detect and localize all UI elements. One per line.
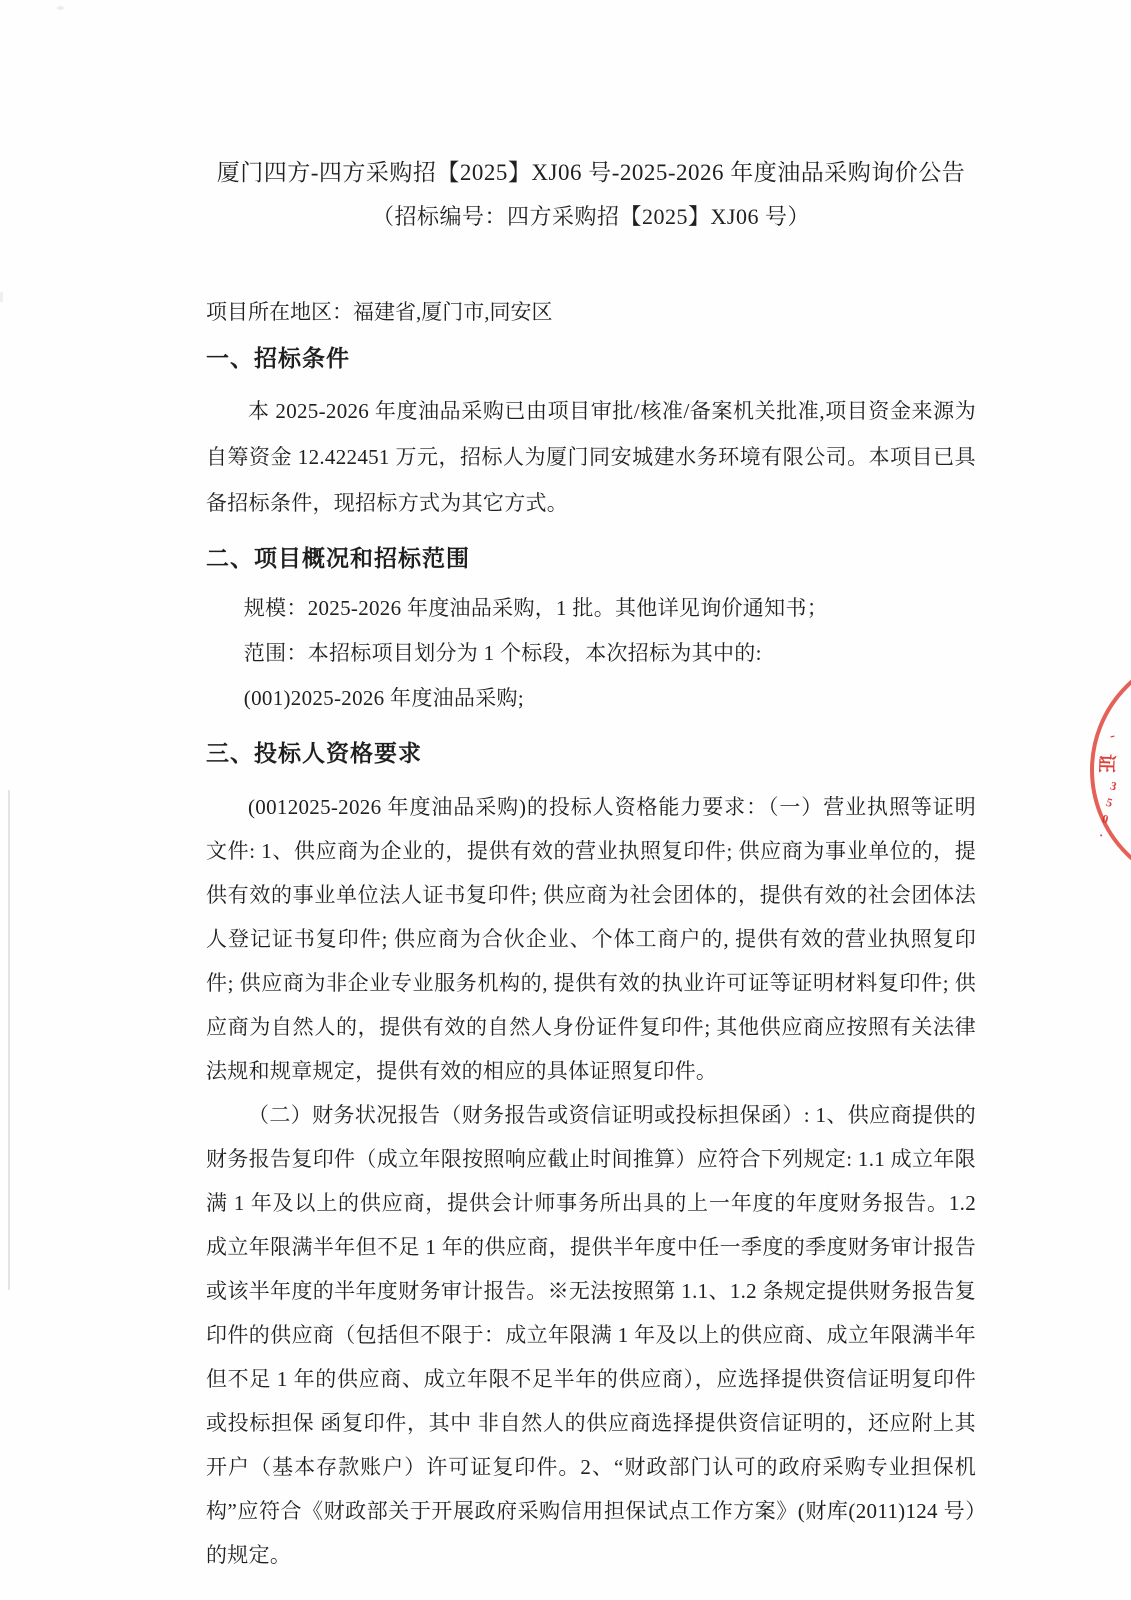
scope-lot-line: (001)2025-2026 年度油品采购; [243, 686, 524, 710]
section-heading-project-scope: 二、项目概况和招标范围 [206, 546, 470, 571]
red-seal-character: 证 [1094, 753, 1117, 774]
scan-artifact-line [8, 790, 10, 1290]
scope-scale-line: 规模：2025-2026 年度油品采购，1 批。其他详见询价通知书； [243, 596, 828, 620]
tender-conditions-paragraph: 本 2025-2026 年度油品采购已由项目审批/核准/备案机关批准,项目资金来源为自筹资金 12.422451 万元，招标人为厦门同安城建水务环境有限公司。本项目已具备招标条件，现招标方式为其它方式。 [206, 399, 976, 515]
red-seal-digits: 350· [1091, 777, 1123, 847]
bidder-qualification-block [206, 785, 976, 1577]
section-heading-bidder-qualification: 三、投标人资格要求 [206, 741, 422, 766]
project-location: 项目所在地区：福建省,厦门市,同安区 [206, 300, 553, 324]
scope-range-line: 范围：本招标项目划分为 1 个标段，本次招标为其中的: [243, 641, 762, 665]
scan-artifact-speck [0, 292, 3, 302]
document-subtitle: （招标编号：四方采购招【2025】XJ06 号） [372, 204, 810, 229]
project-scope-block [206, 586, 976, 721]
red-seal-dash-mark: - [1108, 727, 1117, 745]
qualification-paragraph-licenses: (0012025-2026 年度油品采购)的投标人资格能力要求：（一）营业执照等证明文件: 1、供应商为企业的，提供有效的营业执照复印件; 供应商为事业单位的，提供有效的事业单位法人证书复印件; 供应商为社会团体的，提供有效的社会团体法人登记证书复印件; 供应商为合伙企业、个体工商户的, 提供有效的营业执照复印件; 供应商为非企业专业服务机构的, 提供有效的执业许可证等证明材料复印件; 供应商为自然人的，提供有效的自然人身份证件复印件; 其他供应商应按照有关法律法规和规章规定，提供有效的相应的具体证照复印件。 [206, 795, 976, 1083]
document-content [206, 0, 976, 1577]
scan-artifact-speck [57, 6, 64, 10]
qualification-paragraph-financial: （二）财务状况报告（财务报告或资信证明或投标担保函）: 1、供应商提供的财务报告复印件（成立年限按照响应截止时间推算）应符合下列规定: 1.1 成立年限满 1 年及以上的供应商，提供会计师事务所出具的上一年度的年度财务报告。1.2 成立年限满半年但不足 1 年的供应商，提供半年度中任一季度的季度财务审计报告或该半年度的半年度财务审计报告。※无法按照第 1.1、1.2 条规定提供财务报告复印件的供应商（包括但不限于：成立年限满 1 年及以上的供应商、成立年限满半年但不足 1 年的供应商、成立年限不足半年的供应商），应选择提供资信证明复印件或投标担保 函复印件，其中 非自然人的供应商选择提供资信证明的，还应附上其开户（基本存款账户）许可证复印件。2、“财政部门认可的政府采购专业担保机构”应符合《财政部关于开展政府采购信用担保试点工作方案》(财库(2011)124 号）的规定。 [206, 1103, 976, 1567]
document-title: 厦门四方-四方采购招【2025】XJ06 号-2025-2026 年度油品采购询价公告 [216, 160, 966, 185]
section-heading-tender-conditions: 一、招标条件 [206, 346, 350, 371]
